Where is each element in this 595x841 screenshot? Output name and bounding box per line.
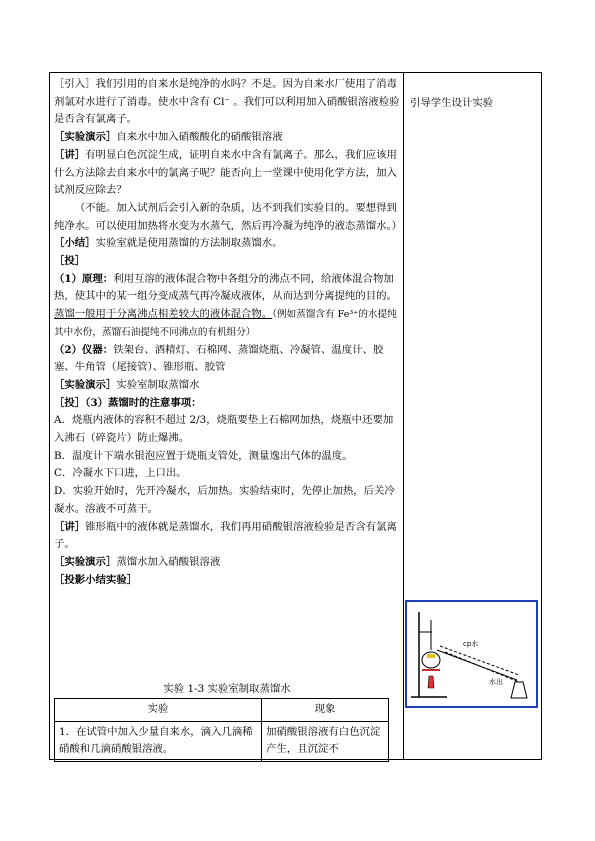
distillation-diagram <box>405 600 538 708</box>
answer-paragraph: （不能。加入试剂后会引入新的杂质，达不到我们实验目的。要想得到纯净水。可以使用加热将水变为水蒸气，然后再冷凝为纯净的液态蒸馏水。） <box>54 201 403 232</box>
diagram-label-bottom: 水出 <box>489 678 503 686</box>
summary-paragraph <box>54 235 400 253</box>
lecture2-tag: ［讲］ <box>54 520 86 533</box>
lecture-text: 有明显白色沉淀生成，证明自来水中含有氯离子。那么，我们应该用什么方法除去自来水中的氯离子呢？能否向上一堂课中使用化学方法，加入试剂反应除去？ <box>54 148 397 197</box>
demo2-tag: ［实验演示］ <box>54 378 117 391</box>
table-header-row <box>55 699 389 722</box>
note-d: D．实验开始时，先开冷凝水，后加热。实验结束时，先停止加热，后关冷凝水。溶液不可蒸干。 <box>54 485 395 515</box>
demo3-paragraph <box>54 554 400 572</box>
header-experiment: 实验 <box>55 699 262 722</box>
note-b: B．温度计下端水银泡应置于烧瓶支管处，测量逸出气体的温度。 <box>54 449 353 462</box>
table-title: 实验 1-3 实验室制取蒸馏水 <box>163 683 291 695</box>
lecture2-paragraph <box>54 519 400 554</box>
side-note: 引导学生设计实验 <box>410 97 494 109</box>
lecture-paragraph <box>54 147 400 200</box>
principle-example: （例如蒸馏含有 Fe³⁺的水提纯其中水份，蒸馏石油提纯不同沸点的有机组分） <box>54 309 397 338</box>
demo-tag: ［实验演示］ <box>54 131 117 144</box>
demo2-paragraph <box>54 377 400 395</box>
demo3-tag: ［实验演示］ <box>54 555 117 568</box>
demo-paragraph <box>54 129 400 147</box>
demo2-text: 实验室制取蒸馏水 <box>116 378 200 391</box>
cell-experiment: 1．在试管中加入少量自来水，滴入几滴稀硝酸和几滴硝酸银溶液。 <box>55 721 262 761</box>
cell-phenomenon: 加硝酸银溶液有白色沉淀产生，且沉淀不 <box>262 721 389 761</box>
principle-underline: 蒸馏一般用于分离沸点相差较大的液体混合物。 <box>54 308 273 321</box>
principle-paragraph <box>54 271 400 342</box>
experiment-table <box>54 698 389 762</box>
table-row <box>55 721 389 761</box>
instrument-tag: （2）仪器： <box>54 343 114 356</box>
note-c: C．冷凝水下口进，上口出。 <box>54 467 187 480</box>
note-a: A．烧瓶内液体的容积不超过 2/3，烧瓶要垫上石棉网加热，烧瓶中还要加入沸石（碎瓷片）防止爆沸。 <box>54 414 394 445</box>
lecture2-text: 锥形瓶中的液体就是蒸馏水，我们再用硝酸银溶液检验是否含有氯离子。 <box>54 520 397 551</box>
notes-heading: ［投］（3）蒸馏时的注意事项： <box>54 396 202 409</box>
projection-summary-tag: ［投影小结实验］ <box>54 573 138 586</box>
demo3-text: 蒸馏水加入硝酸银溶液 <box>116 555 221 568</box>
intro-paragraph: ［引入］我们引用的自来水是纯净的水吗？不是。因为自来水厂使用了消毒剂氯对水进行了消毒。使水中含有 Cl⁻ 。我们可以利用加入硝酸银溶液检验是否含有氯离子。 <box>54 78 400 126</box>
distillation-apparatus-icon <box>407 602 536 706</box>
header-phenomenon: 现象 <box>262 699 389 722</box>
instrument-paragraph <box>54 342 400 377</box>
column-divider <box>403 72 404 760</box>
lecture-tag: ［讲］ <box>54 148 86 161</box>
principle-text: 利用互溶的液体混合物中各组分的沸点不同，给液体混合物加热，使其中的某一组分变成蒸气再冷凝成液体，从而达到分离提纯的目的。 <box>54 272 397 303</box>
principle-tag: （1）原理： <box>54 272 114 285</box>
summary-text: 实验室就是使用蒸馏的方法制取蒸馏水。 <box>95 237 283 250</box>
diagram-label-top: cp水 <box>463 640 479 648</box>
projection-tag: ［投］ <box>54 255 86 268</box>
demo-text: 自来水中加入硝酸酸化的硝酸银溶液 <box>116 131 283 144</box>
summary-tag: ［小结］ <box>54 237 96 250</box>
main-content <box>54 76 403 589</box>
instrument-text: 铁架台、酒精灯、石棉网、蒸馏烧瓶、冷凝管、温度计、胶塞、牛角管（尾接管）、锥形瓶、胶管 <box>54 343 384 374</box>
